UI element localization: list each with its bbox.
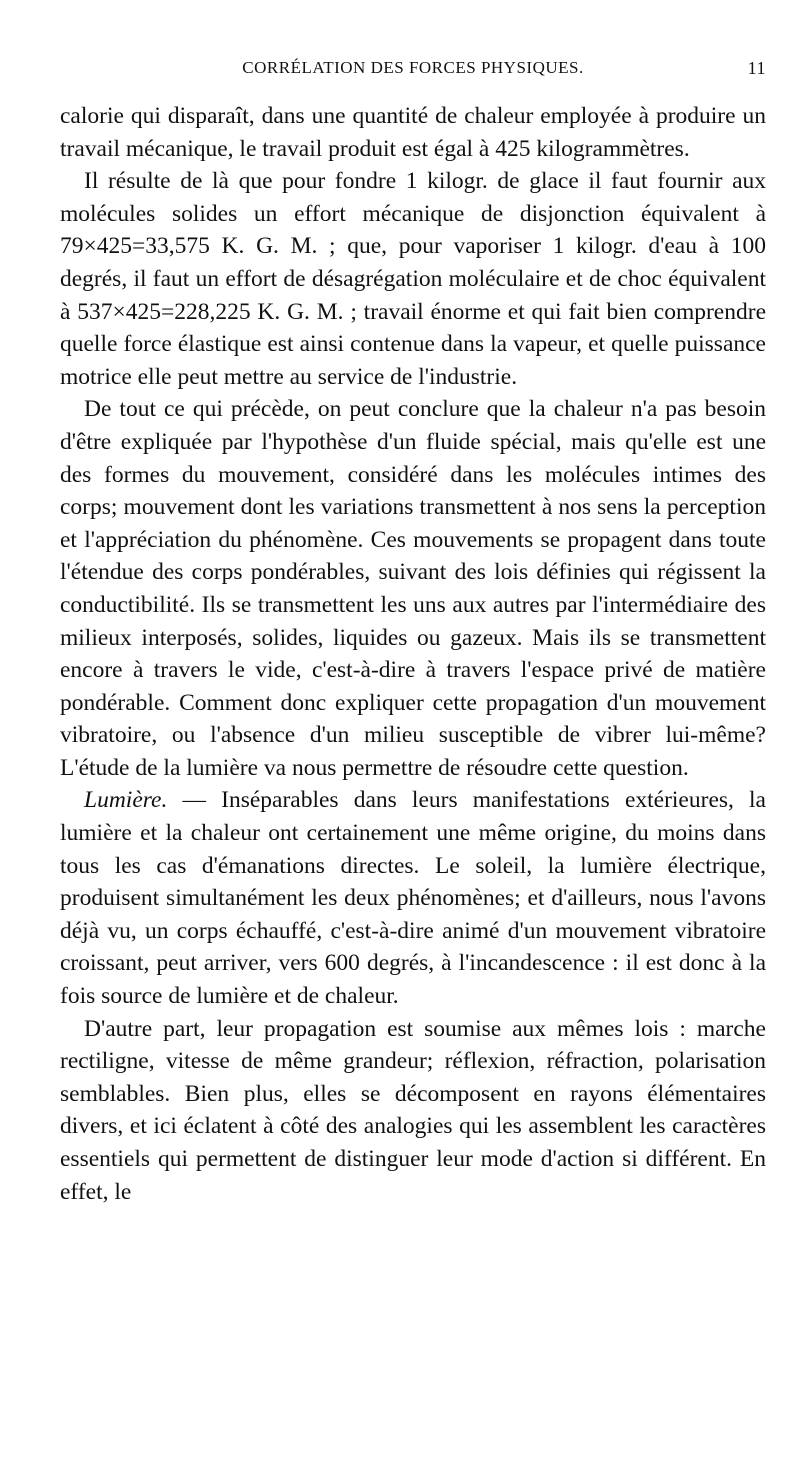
- paragraph-chaleur-mouvement: [60, 393, 766, 784]
- paragraph-text: — Inséparables dans leurs manifestations extérieures, la lumière et la chaleur ont certainement une même origine, du moins dans tous les cas d'émanations directes. Le soleil, la lumière électrique, produisent simultanément les deux phénomènes; et d'ailleurs, nous l'avons déjà vu, un corps échauffé, c'est-à-dire animé d'un mouvement vibratoire croissant, peut arriver, vers 600 degrés, à l'incandescence : il est donc à la fois source de lumière et de chaleur.: [60, 787, 766, 1010]
- paragraph-lumiere: [60, 784, 766, 1012]
- book-page: [60, 58, 766, 1208]
- paragraph-text: D'autre part, leur propagation est soumise aux mêmes lois : marche rectiligne, vitesse de même grandeur; réflexion, réfraction, polarisation semblables. Bien plus, elles se décomposent en rayons élémentaires divers, et ici éclatent à côté des analogies qui les assemblent les caractères essentiels qui permettent de distinguer leur mode d'action si différent. En effet, le: [60, 1015, 766, 1205]
- body-text: [60, 100, 766, 1208]
- paragraph-text: calorie qui disparaît, dans une quantité de chaleur employée à produire un travail mécanique, le travail produit est égal à 425 kilogrammètres.: [60, 103, 766, 162]
- page-header: [60, 58, 766, 88]
- page-number: 11: [747, 58, 766, 78]
- paragraph-text: Il résulte de là que pour fondre 1 kilogr. de glace il faut fournir aux molécules solides un effort mécanique de disjonction équivalent à 79×425=33,575 K. G. M. ; que, pour vaporiser 1 kilogr. d'eau à 100 degrés, il faut un effort de désagrégation moléculaire et de choc équivalent à 537×425=228,225 K. G. M. ; travail énorme et qui fait bien comprendre quelle force élastique est ainsi contenue dans la vapeur, et quelle puissance motrice elle peut mettre au service de l'industrie.: [60, 168, 766, 390]
- paragraph-disjonction: [60, 165, 766, 393]
- paragraph-continuation: [60, 100, 766, 165]
- paragraph-propagation: [60, 1013, 766, 1209]
- section-label-lumiere: Lumière.: [84, 787, 168, 814]
- paragraph-text: De tout ce qui précède, on peut conclure que la chaleur n'a pas besoin d'être expliquée par l'hypothèse d'un fluide spécial, mais qu'elle est une des formes du mouvement, considéré dans les molécules intimes des corps; mouvement dont les variations transmettent à nos sens la perception et l'appréciation du phénomène. Ces mouvements se propagent dans toute l'étendue des corps pondérables, suivant des lois définies qui régissent la conductibilité. Ils se transmettent les uns aux autres par l'intermédiaire des milieux interposés, solides, liquides ou gazeux. Mais ils se transmettent encore à travers le vide, c'est-à-dire à travers l'espace privé de matière pondérable. Comment donc expliquer cette propagation d'un mouvement vibratoire, ou l'absence d'un milieu susceptible de vibrer lui-même? L'étude de la lumière va nous permettre de résoudre cette question.: [60, 396, 766, 781]
- running-title: CORRÉLATION DES FORCES PHYSIQUES.: [242, 58, 584, 77]
